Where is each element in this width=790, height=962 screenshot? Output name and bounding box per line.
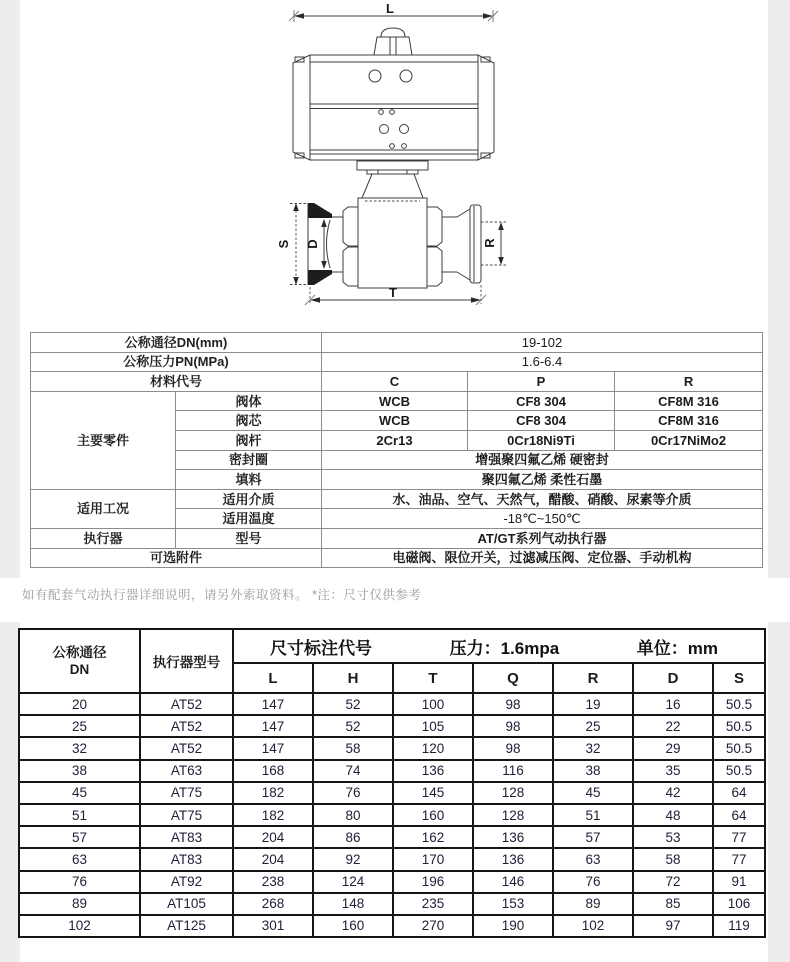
dim-col-S: S — [713, 663, 765, 693]
dim-cell-S: 77 — [713, 826, 765, 848]
spec-part-value: 0Cr17NiMo2 — [615, 430, 763, 450]
dim-cell-T: 270 — [393, 915, 473, 937]
dim-cell-dn: 25 — [19, 715, 140, 737]
dim-cell-S: 50.5 — [713, 737, 765, 759]
dim-cell-L: 147 — [233, 715, 313, 737]
dim-cell-T: 235 — [393, 893, 473, 915]
dim-cell-T: 136 — [393, 760, 473, 782]
dim-cell-T: 145 — [393, 782, 473, 804]
dim-col-L: L — [233, 663, 313, 693]
spec-part-value: WCB — [322, 411, 468, 431]
dim-cell-H: 58 — [313, 737, 393, 759]
dim-table-row — [19, 693, 765, 715]
dim-cell-D: 97 — [633, 915, 713, 937]
dim-cell-Q: 136 — [473, 848, 553, 870]
right-margin-strip — [768, 0, 790, 578]
left-margin-strip — [0, 0, 20, 578]
dim-cell-D: 42 — [633, 782, 713, 804]
dim-cell-model: AT83 — [140, 826, 233, 848]
dim-cell-H: 52 — [313, 715, 393, 737]
dim-cell-dn: 57 — [19, 826, 140, 848]
dim-cell-L: 301 — [233, 915, 313, 937]
dim-cell-dn: 76 — [19, 871, 140, 893]
dim-cell-S: 77 — [713, 848, 765, 870]
spec-condition-value: -18℃~150℃ — [322, 509, 763, 529]
dim-cell-S: 64 — [713, 782, 765, 804]
spec-label-accessories: 可选附件 — [31, 548, 322, 568]
dim-cell-S: 50.5 — [713, 693, 765, 715]
spec-row-condition — [31, 489, 763, 509]
dim-cell-Q: 116 — [473, 760, 553, 782]
spec-value-dn: 19-102 — [322, 333, 763, 353]
dim-cell-H: 92 — [313, 848, 393, 870]
dim-cell-dn: 89 — [19, 893, 140, 915]
dim-cell-L: 182 — [233, 782, 313, 804]
spec-actuator-name: 型号 — [176, 528, 322, 548]
dim-col-D: D — [633, 663, 713, 693]
dim-cell-T: 162 — [393, 826, 473, 848]
dim-col-R: R — [553, 663, 633, 693]
dim-cell-S: 119 — [713, 915, 765, 937]
dim-cell-T: 170 — [393, 848, 473, 870]
dim-cell-H: 160 — [313, 915, 393, 937]
dim-table-row — [19, 871, 765, 893]
dim-label-S: S — [276, 239, 291, 249]
spec-label-pn: 公称压力PN(MPa) — [31, 352, 322, 372]
spec-row-actuator — [31, 528, 763, 548]
dim-cell-dn: 32 — [19, 737, 140, 759]
spec-condition-name: 适用介质 — [176, 489, 322, 509]
spec-label-material: 材料代号 — [31, 372, 322, 392]
dim-header-dn-line2: DN — [69, 662, 90, 677]
dim-cell-H: 52 — [313, 693, 393, 715]
dim-cell-R: 19 — [553, 693, 633, 715]
dim-cell-D: 53 — [633, 826, 713, 848]
dim-cell-S: 50.5 — [713, 715, 765, 737]
dim-cell-H: 80 — [313, 804, 393, 826]
spec-label-dn: 公称通径DN(mm) — [31, 333, 322, 353]
spec-material-code-p: P — [468, 372, 615, 392]
dim-table-row — [19, 782, 765, 804]
dim-cell-S: 106 — [713, 893, 765, 915]
dim-cell-S: 50.5 — [713, 760, 765, 782]
dim-col-H: H — [313, 663, 393, 693]
dim-cell-dn: 20 — [19, 693, 140, 715]
dim-cell-T: 160 — [393, 804, 473, 826]
dim-cell-L: 147 — [233, 737, 313, 759]
spec-part-value: CF8 304 — [468, 391, 615, 411]
spec-row-dn — [31, 333, 763, 353]
dim-cell-D: 35 — [633, 760, 713, 782]
dim-cell-D: 16 — [633, 693, 713, 715]
spec-part-name: 阀杆 — [176, 430, 322, 450]
dim-cell-Q: 128 — [473, 804, 553, 826]
dim-header-dn — [19, 629, 140, 693]
spec-part-value: WCB — [322, 391, 468, 411]
dim-cell-L: 147 — [233, 693, 313, 715]
dim-table-row — [19, 760, 765, 782]
dim-header-code-label: 尺寸标注代号 — [270, 638, 372, 658]
dim-cell-dn: 63 — [19, 848, 140, 870]
dim-header-dn-line1: 公称通径 — [52, 645, 107, 660]
dim-cell-dn: 45 — [19, 782, 140, 804]
dim-cell-D: 29 — [633, 737, 713, 759]
dim-cell-R: 76 — [553, 871, 633, 893]
dim-cell-T: 196 — [393, 871, 473, 893]
dim-col-T: T — [393, 663, 473, 693]
dim-cell-H: 148 — [313, 893, 393, 915]
valve-technical-drawing — [248, 4, 522, 316]
dim-cell-Q: 146 — [473, 871, 553, 893]
dim-cell-Q: 98 — [473, 693, 553, 715]
dim-header-unit: 单位：mm — [636, 638, 719, 658]
spec-label-conditions: 适用工况 — [31, 489, 176, 528]
dim-col-Q: Q — [473, 663, 553, 693]
spec-material-code-r: R — [615, 372, 763, 392]
spec-part-name: 阀芯 — [176, 411, 322, 431]
dim-cell-dn: 51 — [19, 804, 140, 826]
dim-label-T: T — [389, 285, 397, 300]
left-margin-strip — [0, 622, 20, 962]
dim-cell-Q: 98 — [473, 715, 553, 737]
dim-cell-D: 72 — [633, 871, 713, 893]
dim-cell-H: 74 — [313, 760, 393, 782]
spec-table — [30, 332, 763, 568]
spec-part-value: CF8M 316 — [615, 411, 763, 431]
spec-part-value: 0Cr18Ni9Ti — [468, 430, 615, 450]
dim-cell-model: AT75 — [140, 782, 233, 804]
dim-cell-model: AT83 — [140, 848, 233, 870]
dim-cell-S: 91 — [713, 871, 765, 893]
dim-cell-model: AT92 — [140, 871, 233, 893]
right-margin-strip — [768, 622, 790, 962]
dim-cell-R: 63 — [553, 848, 633, 870]
spec-part-value: CF8 304 — [468, 411, 615, 431]
spec-value-pn: 1.6-6.4 — [322, 352, 763, 372]
spec-part-value: 2Cr13 — [322, 430, 468, 450]
spec-accessories-value: 电磁阀、限位开关，过滤减压阀、定位器、手动机构 — [322, 548, 763, 568]
spec-label-parts: 主要零件 — [31, 391, 176, 489]
dim-cell-R: 32 — [553, 737, 633, 759]
spec-part-name: 阀体 — [176, 391, 322, 411]
dim-cell-L: 182 — [233, 804, 313, 826]
dim-cell-model: AT52 — [140, 737, 233, 759]
spec-part-value: CF8M 316 — [615, 391, 763, 411]
dim-cell-Q: 136 — [473, 826, 553, 848]
dim-cell-T: 100 — [393, 693, 473, 715]
dim-header-span — [233, 629, 765, 663]
dim-cell-R: 25 — [553, 715, 633, 737]
dim-cell-H: 124 — [313, 871, 393, 893]
dim-cell-R: 102 — [553, 915, 633, 937]
dim-cell-dn: 102 — [19, 915, 140, 937]
spec-part-value: 增强聚四氟乙烯 硬密封 — [322, 450, 763, 470]
spec-actuator-value: AT/GT系列气动执行器 — [322, 528, 763, 548]
dim-header-row-main — [19, 629, 765, 663]
spec-condition-value: 水、油品、空气、天然气，醋酸、硝酸、尿素等介质 — [322, 489, 763, 509]
dim-label-L: L — [386, 4, 394, 16]
dim-cell-T: 120 — [393, 737, 473, 759]
dim-label-D: D — [305, 239, 320, 249]
dim-cell-H: 86 — [313, 826, 393, 848]
footnote-text: 如有配套气动执行器详细说明，请另外索取资料。 *注：尺寸仅供参考 — [22, 588, 422, 602]
spec-label-actuator: 执行器 — [31, 528, 176, 548]
spec-row-material — [31, 372, 763, 392]
dim-cell-L: 204 — [233, 848, 313, 870]
dim-cell-model: AT52 — [140, 693, 233, 715]
dim-cell-L: 268 — [233, 893, 313, 915]
dim-cell-L: 238 — [233, 871, 313, 893]
spec-material-code-c: C — [322, 372, 468, 392]
dim-table-row — [19, 915, 765, 937]
dim-table-row — [19, 848, 765, 870]
dim-cell-Q: 153 — [473, 893, 553, 915]
dim-header-pressure: 压力：1.6mpa — [449, 638, 560, 658]
dim-cell-R: 51 — [553, 804, 633, 826]
dim-table-row — [19, 804, 765, 826]
dim-cell-H: 76 — [313, 782, 393, 804]
dim-cell-model: AT75 — [140, 804, 233, 826]
dim-cell-R: 38 — [553, 760, 633, 782]
dim-cell-D: 85 — [633, 893, 713, 915]
spec-part-name: 密封圈 — [176, 450, 322, 470]
spec-row-accessories — [31, 548, 763, 568]
dim-cell-dn: 38 — [19, 760, 140, 782]
dim-cell-Q: 128 — [473, 782, 553, 804]
dim-label-R: R — [482, 238, 497, 248]
dim-table-row — [19, 893, 765, 915]
dim-cell-S: 64 — [713, 804, 765, 826]
dim-cell-R: 89 — [553, 893, 633, 915]
spec-part-value: 聚四氟乙烯 柔性石墨 — [322, 470, 763, 490]
spec-row-part — [31, 391, 763, 411]
spec-row-pn — [31, 352, 763, 372]
dim-cell-D: 58 — [633, 848, 713, 870]
dim-cell-R: 57 — [553, 826, 633, 848]
dim-cell-model: AT63 — [140, 760, 233, 782]
dim-cell-model: AT125 — [140, 915, 233, 937]
dim-cell-L: 204 — [233, 826, 313, 848]
dim-cell-D: 22 — [633, 715, 713, 737]
dim-header-model: 执行器型号 — [140, 629, 233, 693]
dim-cell-Q: 190 — [473, 915, 553, 937]
dim-cell-model: AT105 — [140, 893, 233, 915]
dim-cell-L: 168 — [233, 760, 313, 782]
dim-table-row — [19, 715, 765, 737]
dim-cell-R: 45 — [553, 782, 633, 804]
dimension-table — [18, 628, 766, 938]
dim-cell-T: 105 — [393, 715, 473, 737]
dim-table-row — [19, 826, 765, 848]
dim-cell-Q: 98 — [473, 737, 553, 759]
dim-cell-model: AT52 — [140, 715, 233, 737]
dim-cell-D: 48 — [633, 804, 713, 826]
spec-part-name: 填料 — [176, 470, 322, 490]
dim-table-row — [19, 737, 765, 759]
spec-condition-name: 适用温度 — [176, 509, 322, 529]
dim-table-body — [19, 693, 765, 937]
